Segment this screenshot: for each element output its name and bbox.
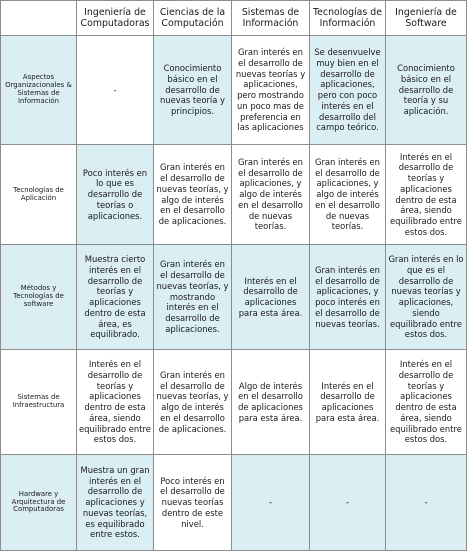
table-cell: Interés en el desarrollo de teorías y aplicaciones dentro de esta área, siendo equilibrado entre estos dos. xyxy=(77,350,154,455)
table-cell: Gran interés en el desarrollo de nuevas teorías, y algo de interés en el desarrollo de aplicaciones. xyxy=(154,350,232,455)
table-row xyxy=(1,455,467,551)
table-cell: - xyxy=(77,36,154,145)
table-cell: Algo de interés en el desarrollo de aplicaciones para esta área. xyxy=(232,350,310,455)
table-cell: Interés en el desarrollo de teorías y aplicaciones dentro de esta área, siendo equilibrado entre estos dos. xyxy=(386,350,467,455)
table-cell: Muestra cierto interés en el desarrollo de teorías y aplicaciones dentro de esta área, es equilibrado. xyxy=(77,245,154,350)
table-cell: Conocimiento básico en el desarrollo de teoría y su aplicación. xyxy=(386,36,467,145)
table-cell: Poco interés en el desarrollo de nuevas teorías dentro de este nivel. xyxy=(154,455,232,551)
table-cell: Gran interés en el desarrollo de nuevas teorías, y mostrando interés en el desarrollo de aplicaciones. xyxy=(154,245,232,350)
table-row xyxy=(1,245,467,350)
row-header: Hardware y Arquitectura de Computadoras xyxy=(1,455,77,551)
table-cell: Interés en el desarrollo de teorías y aplicaciones dentro de esta área, siendo equilibrado entre estos dos. xyxy=(386,145,467,245)
table-row xyxy=(1,145,467,245)
header-row xyxy=(1,1,467,36)
column-header-computer-engineering: Ingeniería de Computadoras xyxy=(77,1,154,36)
table-cell: Interés en el desarrollo de aplicaciones para esta área. xyxy=(232,245,310,350)
column-header-software-engineering: Ingeniería de Software xyxy=(386,1,467,36)
table-cell: - xyxy=(232,455,310,551)
table-cell: - xyxy=(386,455,467,551)
table-cell: Gran interés en el desarrollo de aplicaciones, y poco interés en el desarrollo de nuevas teorías. xyxy=(310,245,386,350)
table-row xyxy=(1,350,467,455)
row-header: Aspectos Organizacionales & Sistemas de Información xyxy=(1,36,77,145)
row-header: Métodos y Tecnologías de software xyxy=(1,245,77,350)
table-cell: Gran interés en el desarrollo de aplicaciones, y algo de interés en el desarrollo de nuevas teorías. xyxy=(310,145,386,245)
column-header-information-systems: Sistemas de Información xyxy=(232,1,310,36)
table-row xyxy=(1,36,467,145)
column-header-computer-science: Ciencias de la Computación xyxy=(154,1,232,36)
row-header: Tecnologías de Aplicación xyxy=(1,145,77,245)
column-header-information-technology: Tecnologías de Información xyxy=(310,1,386,36)
table-cell: Gran interés en el desarrollo de aplicaciones, y algo de interés en el desarrollo de nuevas teorías. xyxy=(232,145,310,245)
table-cell: Poco interés en lo que es desarrollo de teorías o aplicaciones. xyxy=(77,145,154,245)
table-cell: Gran interés en lo que es el desarrollo de nuevas teorías y aplicaciones, siendo equilibrado entre estos dos. xyxy=(386,245,467,350)
row-header: Sistemas de Infraestructura xyxy=(1,350,77,455)
table-cell: Conocimiento básico en el desarrollo de nuevas teoría y principios. xyxy=(154,36,232,145)
table-cell: - xyxy=(310,455,386,551)
table-cell: Gran interés en el desarrollo de nuevas teorías, y algo de interés en el desarrollo de aplicaciones. xyxy=(154,145,232,245)
corner-cell xyxy=(1,1,77,36)
table-cell: Se desenvuelve muy bien en el desarrollo de aplicaciones, pero con poco interés en el desarrollo del campo teórico. xyxy=(310,36,386,145)
table-cell: Muestra un gran interés en el desarrollo de aplicaciones y nuevas teorías, es equilibrado entre estos. xyxy=(77,455,154,551)
table-cell: Gran interés en el desarrollo de nuevas teorías y aplicaciones, pero mostrando un poco mas de preferencia en las aplicaciones xyxy=(232,36,310,145)
table-cell: Interés en el desarrollo de aplicaciones para esta área. xyxy=(310,350,386,455)
